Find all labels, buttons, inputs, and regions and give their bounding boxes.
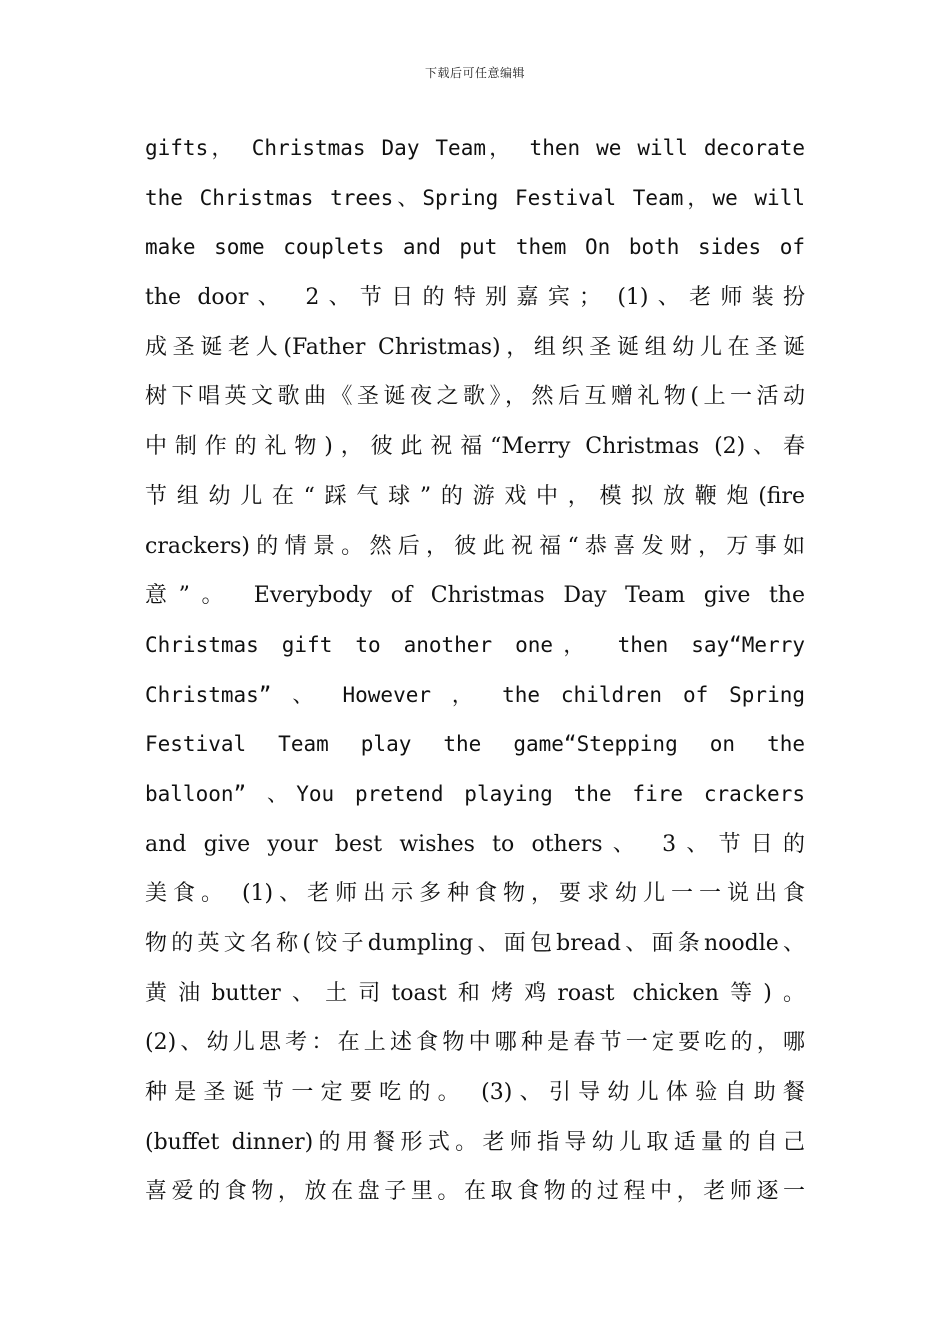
text-line: 美食。 (1)、老师出示多种食物，要求幼儿一一说出食	[145, 881, 805, 907]
text-line: 树下唱英文歌曲《圣诞夜之歌》，然后互赠礼物(上一活动	[145, 384, 805, 410]
text-line: and give your best wishes to others、 3、节日的	[145, 831, 805, 857]
text-line: (2)、幼儿思考：在上述食物中哪种是春节一定要吃的，哪	[145, 1030, 805, 1056]
text-line: 种是圣诞节一定要吃的。 (3)、引导幼儿体验自助餐	[145, 1080, 805, 1106]
text-line: the Christmas trees、Spring Festival Team，we will	[145, 185, 805, 210]
text-line: Christmas” 、 However ， the children of Spring	[145, 682, 805, 707]
text-line: 物的英文名称(饺子dumpling、面包bread、面条noodle、	[145, 931, 805, 956]
text-line: make some couplets and put them On both sides of	[145, 235, 805, 260]
text-line: balloon” 、You pretend playing the fire crackers	[145, 781, 805, 806]
document-body	[145, 124, 805, 1217]
text-line: 喜爱的食物，放在盘子里。在取食物的过程中，老师逐一	[145, 1179, 805, 1205]
page-header: 下载后可任意编辑	[424, 66, 525, 80]
text-line: Christmas gift to another one， then say“Merry	[145, 632, 805, 657]
text-line: 成圣诞老人(Father Christmas)，组织圣诞组幼儿在圣诞	[145, 334, 805, 360]
text-line: 中制作的礼物)，彼此祝福“Merry Christmas (2)、春	[145, 434, 805, 460]
text-line: 节组幼儿在“踩气球”的游戏中，模拟放鞭炮(fire	[145, 483, 805, 509]
text-line: 意”。 Everybody of Christmas Day Team give the	[145, 583, 805, 609]
text-line: the door、 2、节日的特别嘉宾； (1)、老师装扮	[145, 285, 805, 311]
text-line: 黄油butter、土司toast和烤鸡roast chicken等)。	[145, 980, 805, 1006]
text-line: crackers)的情景。然后，彼此祝福“恭喜发财，万事如	[145, 533, 805, 559]
text-line: Festival Team play the game“Stepping on the	[145, 732, 805, 757]
text-line: gifts， Christmas Day Team， then we will decorate	[145, 136, 805, 160]
text-line: (buffet dinner)的用餐形式。老师指导幼儿取适量的自己	[145, 1129, 805, 1155]
